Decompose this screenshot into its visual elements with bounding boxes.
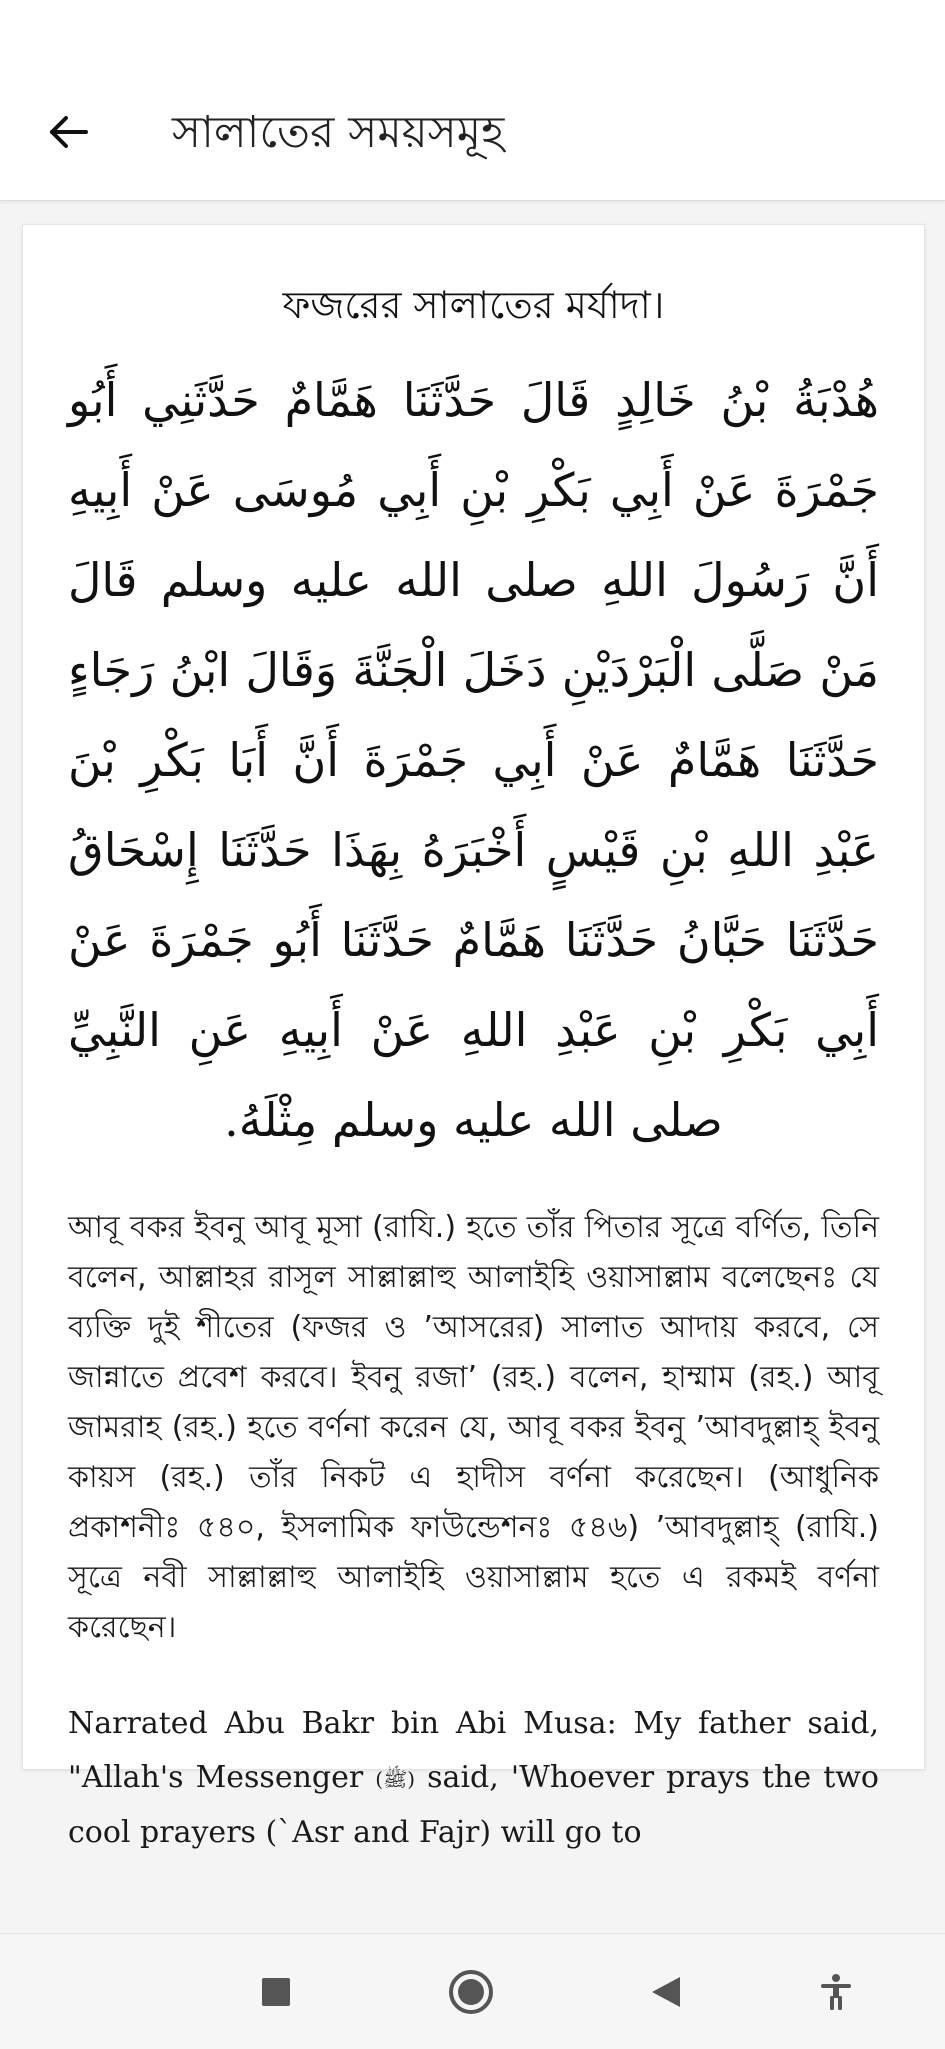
back-button[interactable] [36, 100, 100, 164]
hadith-heading: ফজরের সালাতের মর্যাদা। [282, 283, 665, 327]
english-text-end: said, 'Whoever prays the two cool prayers (`Asr and Fajr) will go to [68, 1760, 879, 1850]
pbuh-symbol: (ﷺ) [375, 1767, 416, 1791]
back-nav-button[interactable] [638, 1964, 694, 2020]
recents-button[interactable] [248, 1964, 304, 2020]
accessibility-button[interactable] [808, 1964, 864, 2020]
accessibility-icon [819, 1973, 853, 2011]
home-button[interactable] [443, 1964, 499, 2020]
english-text-start: Narrated Abu Bakr bin Abi Musa: My father said, "Allah's Messenger [68, 1706, 879, 1795]
triangle-back-icon [650, 1975, 682, 2009]
english-translation [68, 1697, 879, 1860]
system-nav-bar [0, 1933, 945, 2049]
hadith-content [23, 225, 924, 1860]
arrow-left-icon [46, 110, 90, 154]
page-title: সালাতের সময়সমূহ [172, 107, 505, 158]
arabic-text: هُدْبَةُ بْنُ خَالِدٍ قَالَ حَدَّثَنَا هَمَّامٌ حَدَّثَنِي أَبُو جَمْرَةَ عَنْ أَبِي بَكْرِ بْنِ أَبِي مُوسَى عَنْ أَبِيهِ أَنَّ رَسُولَ اللهِ صلى الله عليه وسلم قَالَ مَنْ صَلَّى الْبَرْدَيْنِ دَخَلَ الْجَنَّةَ وَقَالَ ابْنُ رَجَاءٍ حَدَّثَنَا هَمَّامٌ عَنْ أَبِي جَمْرَةَ أَنَّ أَبَا بَكْرِ بْنَ عَبْدِ اللهِ بْنِ قَيْسٍ أَخْبَرَهُ بِهَذَا حَدَّثَنَا إِسْحَاقُ حَدَّثَنَا حَبَّانُ حَدَّثَنَا هَمَّامٌ حَدَّثَنَا أَبُو جَمْرَةَ عَنْ أَبِي بَكْرِ بْنِ عَبْدِ اللهِ عَنْ أَبِيهِ عَنِ النَّبِيِّ صلى الله عليه وسلم مِثْلَهُ. [68, 373, 879, 1147]
square-recents-icon [261, 1977, 291, 2007]
hadith-card [22, 224, 925, 1850]
app-bar [0, 0, 945, 201]
bangla-translation: আবূ বকর ইবনু আবূ মূসা (রাযি.) হতে তাঁর পিতার সূত্রে বর্ণিত, তিনি বলেন, আল্লাহর রাসূল সাল্লাল্লাহু আলাইহি ওয়াসাল্লাম বলেছেনঃ যে ব্যক্তি দুই শীতের (ফজর ও ’আসরের) সালাত আদায় করবে, সে জান্নাতে প্রবেশ করবে। ইবনু রজা’ (রহ.) বলেন, হাম্মাম (রহ.) আবূ জামরাহ (রহ.) হতে বর্ণনা করেন যে, আবূ বকর ইবনু ’আবদুল্লাহ্ ইবনু কায়স (রহ.) তাঁর নিকট এ হাদীস বর্ণনা করেছেন। (আধুনিক প্রকাশনীঃ ৫৪০, ইসলামিক ফাউন্ডেশনঃ ৫৪৬) ’আবদুল্লাহ্ (রাযি.) সূত্রে নবী সাল্লাল্লাহু আলাইহি ওয়াসাল্লাম হতে এ রকমই বর্ণনা করেছেন। [68, 1210, 879, 1645]
circle-home-icon [447, 1968, 495, 2016]
